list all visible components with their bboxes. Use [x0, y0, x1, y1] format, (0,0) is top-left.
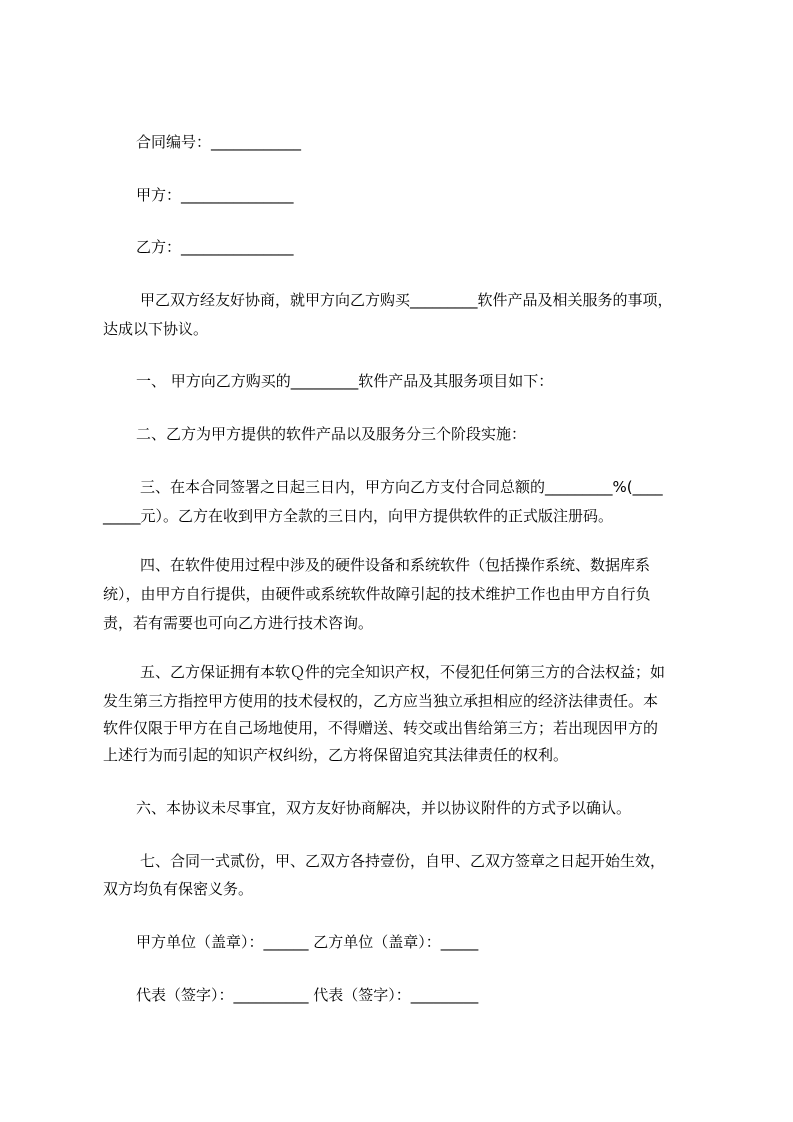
clause-3-line-2: _____元）。乙方在收到甲方全款的三日内，向甲方提供软件的正式版注册码。: [103, 507, 614, 525]
intro-line-2: 达成以下协议。: [103, 320, 209, 338]
clause-7-line-2: 双方均负有保密义务。: [103, 880, 254, 898]
clause-2: 二、乙方为甲方提供的软件产品以及服务分三个阶段实施：: [136, 425, 527, 443]
clause-4-line-2: 统），由甲方自行提供，由硬件或系统软件故障引起的技术维护工作也由甲方自行负: [103, 585, 651, 603]
clause-1: 一、 甲方向乙方购买的_________软件产品及其服务项目如下：: [136, 372, 554, 390]
clause-5-line-3: 软件仅限于甲方在自己场地使用，不得赠送、转交或出售给第三方；若出现因甲方的: [103, 719, 659, 737]
intro-line-1: 甲乙双方经友好协商，就甲方向乙方购买_________软件产品及相关服务的事项，: [140, 291, 673, 309]
representative-signature-line: 代表（签字）：__________ 代表（签字）：_________: [136, 986, 479, 1004]
clause-5-line-4: 上述行为而引起的知识产权纠纷，乙方将保留追究其法律责任的权利。: [103, 746, 569, 764]
clause-4-line-1: 四、在软件使用过程中涉及的硬件设备和系统软件（包括操作系统、数据库系: [140, 556, 651, 574]
clause-4-line-3: 责，若有需要也可向乙方进行技术咨询。: [103, 614, 374, 632]
party-a-line: 甲方：_______________: [136, 186, 294, 204]
contract-number-line: 合同编号：____________: [136, 133, 302, 151]
clause-5-line-1: 五、乙方保证拥有本软Ｑ件的完全知识产权，不侵犯任何第三方的合法权益；如: [140, 663, 666, 681]
clause-3-line-1: 三、在本合同签署之日起三日内，甲方向乙方支付合同总额的_________%(____: [140, 478, 663, 496]
clause-5-line-2: 发生第三方指控甲方使用的技术侵权的，乙方应当独立承担相应的经济法律责任。本: [103, 692, 659, 710]
clause-7-line-1: 七、合同一式贰份，甲、乙双方各持壹份，自甲、乙双方签章之日起开始生效，: [140, 852, 666, 870]
party-b-line: 乙方：_______________: [136, 238, 294, 256]
clause-6: 六、本协议未尽事宜，双方友好协商解决，并以协议附件的方式予以确认。: [136, 799, 632, 817]
unit-seal-line: 甲方单位（盖章）：______ 乙方单位（盖章）：_____: [136, 933, 479, 951]
